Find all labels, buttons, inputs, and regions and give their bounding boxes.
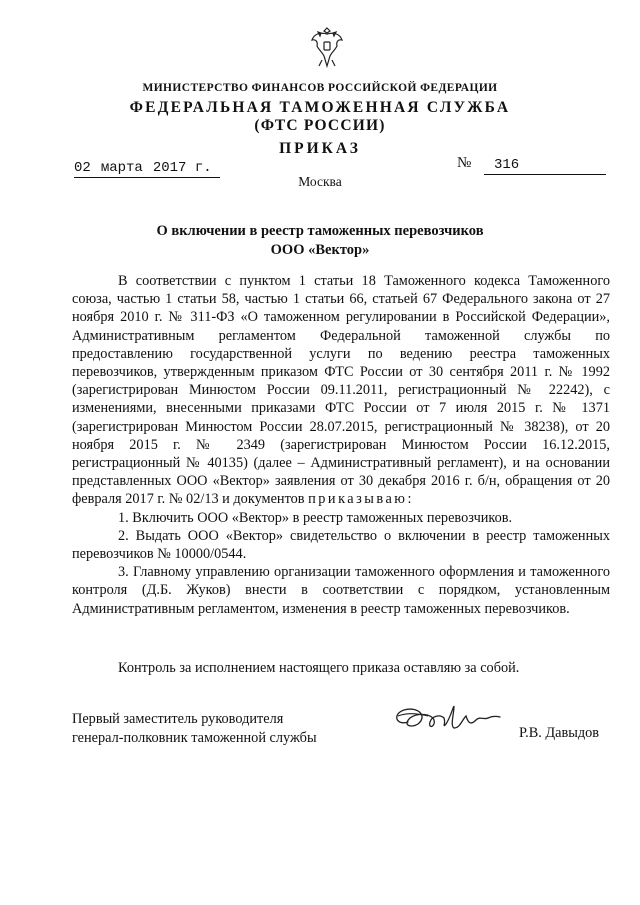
date-month: марта bbox=[100, 160, 143, 176]
order-number: 316 bbox=[484, 157, 606, 175]
service-short-name: (ФТС РОССИИ) bbox=[254, 117, 386, 134]
signer-position bbox=[72, 710, 317, 748]
signer-position-line-1: Первый заместитель руководителя bbox=[72, 711, 284, 727]
ministry-name: МИНИСТЕРСТВО ФИНАНСОВ РОССИЙСКОЙ ФЕДЕРАЦИИ bbox=[142, 82, 498, 94]
signer-position-line-2: генерал-полковник таможенной службы bbox=[72, 730, 317, 746]
order-body bbox=[72, 272, 610, 618]
order-item-2: 2. Выдать ООО «Вектор» свидетельство о включении в реестр таможенных перевозчиков № 10000/0544. bbox=[72, 527, 610, 563]
order-word: приказываю: bbox=[308, 491, 414, 508]
date-day: 02 bbox=[74, 160, 91, 176]
city: Москва bbox=[298, 174, 342, 189]
preamble-paragraph bbox=[72, 272, 610, 509]
subject-line-1: О включении в реестр таможенных перевозчиков bbox=[156, 223, 484, 239]
service-name: ФЕДЕРАЛЬНАЯ ТАМОЖЕННАЯ СЛУЖБА bbox=[129, 99, 511, 116]
order-subject bbox=[0, 222, 640, 260]
order-item-3: 3. Главному управлению организации таможенного оформления и таможенного контроля (Д.Б. Жуков) внести в соответствии с порядком, установленным Административным регламентом, изменения в реестр таможенных перевозчиков. bbox=[72, 564, 610, 617]
control-clause: Контроль за исполнением настоящего приказа оставляю за собой. bbox=[118, 660, 520, 676]
preamble-text: В соответствии с пунктом 1 статьи 18 Таможенного кодекса Таможенного союза, частью 1 статьи 58, частью 1 статьи 66, статьей 67 Федерального закона от 27 ноября 2010 г. № 311-ФЗ «О таможенном регулировании в Российской Федерации», Административным регламентом Федеральной таможенной службы по предоставлению государственной услуги по ведению реестра таможенных перевозчиков, утвержденным приказом ФТС России от 30 сентября 2011 г. № 1992 (зарегистрирован Минюстом России 09.11.2011, регистрационный № 22242), с изменениями, внесенными приказами ФТС России от 7 июля 2015 г. № 1371 (зарегистрирован Минюстом России 28.07.2015, регистрационный № 38238), от 20 ноября 2015 г. № 2349 (зарегистрирован Минюстом России 16.12.2015, регистрационный № 40135) (далее – Административный регламент), и на основании представленных ООО «Вектор» заявления от 30 декабря 2016 г. б/н, обращения от 20 февраля 2017 г. № 02/13 и документов bbox=[72, 273, 610, 508]
document-type-title: ПРИКАЗ bbox=[279, 140, 361, 157]
coat-of-arms-icon bbox=[310, 26, 344, 70]
date-year: 2017 г. bbox=[152, 160, 212, 176]
number-sign: № bbox=[457, 155, 472, 171]
signer-name: Р.В. Давыдов bbox=[519, 725, 600, 741]
subject-line-2: ООО «Вектор» bbox=[270, 242, 370, 258]
order-item-1: 1. Включить ООО «Вектор» в реестр таможенных перевозчиков. bbox=[118, 509, 513, 526]
handwritten-signature-icon bbox=[388, 700, 504, 740]
